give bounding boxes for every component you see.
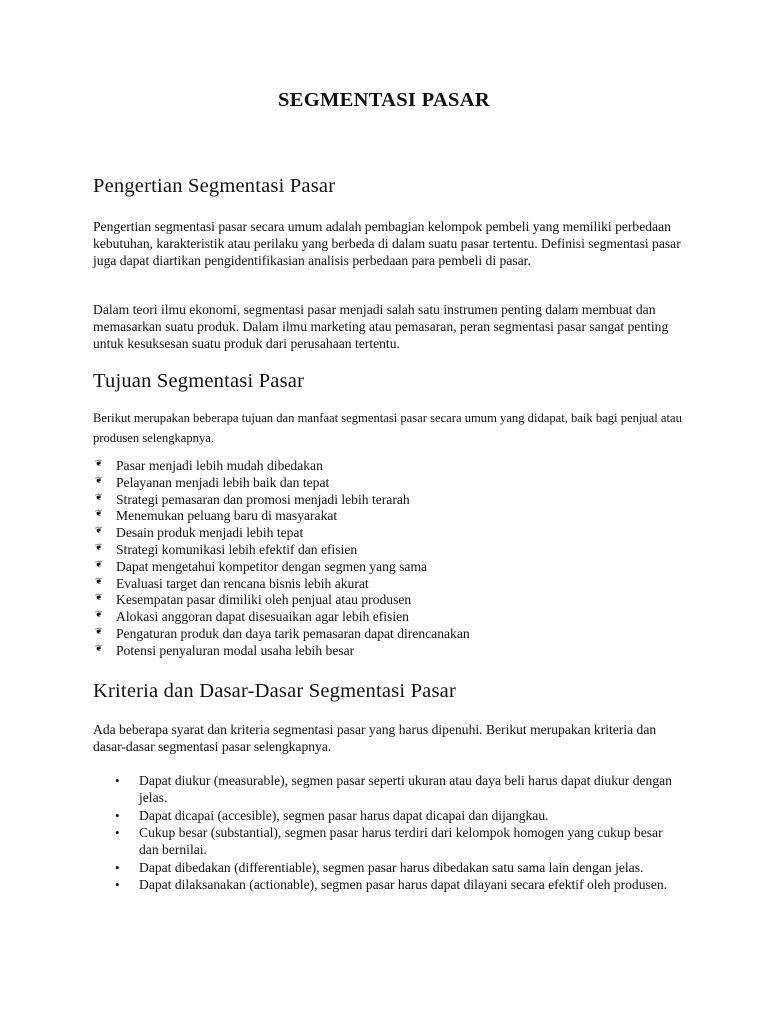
list-item: [93, 559, 470, 576]
list-item: [115, 772, 675, 806]
list-item: [93, 576, 470, 593]
fleuron-bullet-icon: ❦: [95, 474, 103, 485]
list-item-text: Pelayanan menjadi lebih baik dan tepat: [116, 474, 330, 490]
list-item: [93, 525, 470, 542]
fleuron-bullet-icon: ❦: [95, 575, 103, 586]
bullet-dot-icon: •: [115, 877, 120, 892]
list-item: [115, 807, 675, 824]
list-item: [93, 475, 470, 492]
list-item-text: Alokasi anggoran dapat disesuaikan agar lebih efisien: [116, 609, 409, 625]
document-title: SEGMENTASI PASAR: [278, 89, 490, 111]
list-item: [93, 609, 470, 626]
fleuron-bullet-icon: ❦: [95, 508, 103, 519]
kriteria-list: [115, 772, 675, 894]
list-item: [93, 643, 470, 660]
list-item: [115, 859, 675, 876]
list-item-text: Evaluasi target dan rencana bisnis lebih akurat: [116, 575, 369, 591]
section-heading-pengertian: Pengertian Segmentasi Pasar: [93, 175, 336, 197]
list-item-text: Strategi komunikasi lebih efektif dan efisien: [116, 541, 358, 557]
list-item-text: Dapat mengetahui kompetitor dengan segmen yang sama: [116, 558, 428, 574]
paragraph-kriteria-intro: Ada beberapa syarat dan kriteria segmentasi pasar yang harus dipenuhi. Berikut merupakan kriteria dan dasar-dasar segmentasi pasar selengkapnya.: [93, 722, 657, 754]
list-item: [93, 542, 470, 559]
paragraph-pengertian-2: Dalam teori ilmu ekonomi, segmentasi pasar menjadi salah satu instrumen penting dalam membuat dan memasarkan suatu produk. Dalam ilmu marketing atau pemasaran, peran segmentasi pasar sangat penting untuk kesuksesan suatu produk dari perusahaan tertentu.: [93, 302, 669, 351]
list-item-text: Dapat dibedakan (differentiable), segmen pasar harus dibedakan satu sama lain dengan jelas.: [139, 859, 644, 875]
bullet-dot-icon: •: [115, 807, 120, 823]
list-item-text: Kesempatan pasar dimiliki oleh penjual atau produsen: [116, 592, 412, 608]
paragraph-tujuan-intro: Berikut merupakan beberapa tujuan dan manfaat segmentasi pasar secara umum yang didapat, baik bagi penjual atau produsen selengkapnya.: [93, 411, 682, 445]
fleuron-bullet-icon: ❦: [95, 458, 103, 468]
list-item-text: Strategi pemasaran dan promosi menjadi lebih terarah: [116, 491, 410, 507]
section-heading-kriteria: Kriteria dan Dasar-Dasar Segmentasi Pasar: [93, 680, 456, 702]
list-item-text: Pengaturan produk dan daya tarik pemasaran dapat direncanakan: [116, 625, 470, 641]
tujuan-list: [93, 458, 470, 660]
fleuron-bullet-icon: ❦: [95, 642, 103, 653]
list-item: [93, 458, 470, 475]
fleuron-bullet-icon: ❦: [95, 625, 103, 636]
list-item-text: Potensi penyaluran modal usaha lebih besar: [116, 642, 355, 658]
bullet-dot-icon: •: [115, 859, 120, 875]
list-item-text: Dapat dilaksanakan (actionable), segmen pasar harus dapat dilayani secara efektif oleh produsen.: [139, 877, 668, 892]
list-item: [93, 492, 470, 509]
fleuron-bullet-icon: ❦: [95, 592, 103, 603]
fleuron-bullet-icon: ❦: [95, 609, 103, 620]
list-item: [115, 824, 675, 858]
list-item: [115, 876, 675, 893]
fleuron-bullet-icon: ❦: [95, 558, 103, 569]
fleuron-bullet-icon: ❦: [95, 541, 103, 552]
bullet-dot-icon: •: [115, 773, 120, 788]
list-item-text: Pasar menjadi lebih mudah dibedakan: [116, 458, 323, 473]
list-item: [93, 626, 470, 643]
list-item: [93, 592, 470, 609]
fleuron-bullet-icon: ❦: [95, 525, 103, 536]
list-item: [93, 508, 470, 525]
bullet-dot-icon: •: [115, 825, 120, 840]
list-item-text: Dapat diukur (measurable), segmen pasar seperti ukuran atau daya beli harus dapat diukur dengan jelas.: [139, 773, 672, 805]
list-item-text: Dapat dicapai (accesible), segmen pasar harus dapat dicapai dan dijangkau.: [139, 807, 549, 823]
list-item-text: Menemukan peluang baru di masyarakat: [116, 508, 338, 524]
list-item-text: Cukup besar (substantial), segmen pasar harus terdiri dari kelompok homogen yang cukup besar dan bernilai.: [139, 825, 663, 857]
list-item-text: Desain produk menjadi lebih tepat: [116, 525, 304, 541]
section-heading-tujuan: Tujuan Segmentasi Pasar: [93, 370, 305, 392]
fleuron-bullet-icon: ❦: [95, 491, 103, 502]
paragraph-pengertian-1: Pengertian segmentasi pasar secara umum adalah pembagian kelompok pembeli yang memiliki perbedaan kebutuhan, karakteristik atau perilaku yang berbeda di dalam suatu pasar tertentu. Definisi segmentasi pasar juga dapat diartikan pengidentifikasian analisis perbedaan para pembeli di pasar.: [93, 219, 681, 268]
